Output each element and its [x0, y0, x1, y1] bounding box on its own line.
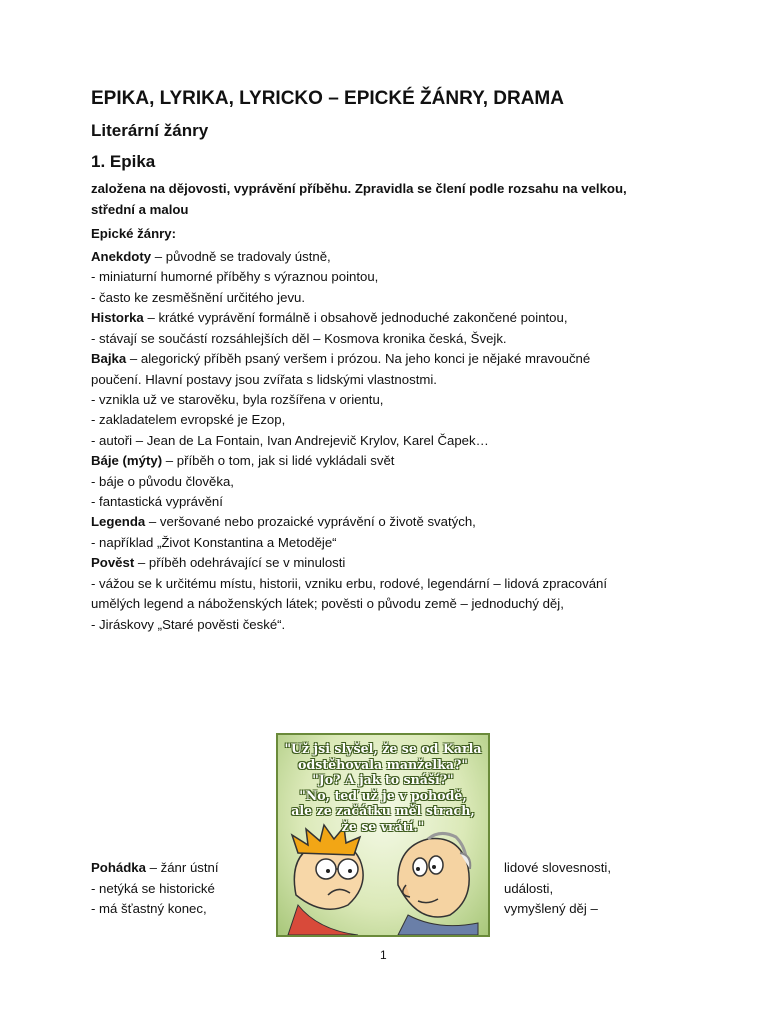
- caption-line: ale ze začátku měl strach,: [291, 803, 475, 818]
- caption-line: "Jo? A jak to snáší?": [312, 772, 454, 787]
- epic-genres-label: Epické žánry:: [91, 226, 177, 241]
- line-text: - Jiráskovy „Staré pověsti české“.: [91, 617, 286, 632]
- term: Legenda: [91, 514, 146, 529]
- line-text: - zakladatelem evropské je Ezop,: [91, 412, 286, 427]
- line-text: - vážou se k určitému místu, historii, vzniku erbu, rodové, legendární – lidová zpracování: [91, 576, 608, 591]
- line-text: - autoři – Jean de La Fontain, Ivan Andrejevič Krylov, Karel Čapek…: [91, 433, 489, 448]
- text-line: [91, 616, 285, 634]
- text-line: [91, 309, 568, 327]
- text-line: vymyšlený děj –: [504, 901, 598, 916]
- text-line: [91, 432, 489, 450]
- text-line: [91, 391, 383, 409]
- text-line: [91, 880, 215, 898]
- caption-line: že se vrátí.": [341, 818, 425, 834]
- line-text: - stávají se součástí rozsáhlejších děl – Kosmova kronika česká, Švejk.: [91, 331, 507, 346]
- subtitle-heading: Literární žánry: [91, 121, 209, 140]
- text-line: [91, 330, 507, 348]
- caption-line: "Už jsi slyšel, že se od Karla: [284, 741, 482, 756]
- line-text: - miniaturní humorné příběhy s výraznou pointou,: [91, 269, 379, 284]
- text-line: [91, 411, 285, 429]
- text-line: [91, 493, 223, 511]
- text-line: [91, 534, 337, 552]
- intro-line: střední a malou: [91, 202, 189, 217]
- term: Pohádka: [91, 860, 146, 875]
- line-text: poučení. Hlavní postavy jsou zvířata s lidskými vlastnostmi.: [91, 372, 437, 387]
- text-line: [91, 289, 305, 307]
- text-line: [91, 350, 590, 368]
- line-text: – příběh o tom, jak si lidé vykládali svět: [162, 453, 395, 468]
- line-text: – alegorický příběh psaný veršem i prózou. Na jeho konci je nějaké mravoučné: [126, 351, 591, 366]
- term: Bajka: [91, 351, 127, 366]
- cartoon-caption: [278, 741, 488, 834]
- text-line: [91, 268, 378, 286]
- text-line: [91, 859, 219, 877]
- young-man-figure: [288, 825, 363, 935]
- line-text: - báje o původu člověka,: [91, 474, 234, 489]
- line-text: - netýká se historické: [91, 881, 215, 896]
- line-text: – žánr ústní: [145, 860, 219, 875]
- text-line: [91, 595, 564, 613]
- text-line: [91, 554, 345, 572]
- text-line: události,: [504, 881, 554, 896]
- line-text: umělých legend a náboženských látek; pověsti o původu země – jednoduchý děj,: [91, 596, 564, 611]
- caption-line: "No, teď už je v pohodě,: [299, 787, 467, 803]
- term: Báje (mýty): [91, 453, 163, 468]
- caption-line: odstěhovala manželka?": [298, 756, 468, 772]
- intro-line: založena na dějovosti, vyprávění příběhu. Zpravidla se člení podle rozsahu na velkou,: [91, 181, 627, 196]
- line-text: - často ke zesměšnění určitého jevu.: [91, 290, 306, 305]
- line-text: – příběh odehrávající se v minulosti: [134, 555, 346, 570]
- line-text: - například „Život Konstantina a Metoděje“: [91, 535, 337, 550]
- term: Historka: [91, 310, 144, 325]
- text-line: [91, 473, 234, 491]
- section-heading: 1. Epika: [91, 152, 156, 171]
- document-title: EPIKA, LYRIKA, LYRICKO – EPICKÉ ŽÁNRY, DRAMA: [91, 88, 564, 109]
- line-text: – krátké vyprávění formálně i obsahově jednoduché zakončené pointou,: [143, 310, 568, 325]
- cartoon-image: [276, 733, 490, 937]
- page-number: 1: [380, 948, 387, 962]
- text-line: [91, 513, 476, 531]
- line-text: - vznikla už ve starověku, byla rozšířena v orientu,: [91, 392, 384, 407]
- old-man-figure: [398, 833, 478, 935]
- term: Anekdoty: [91, 249, 152, 264]
- term: Pověst: [91, 555, 135, 570]
- line-text: – veršované nebo prozaické vyprávění o životě svatých,: [145, 514, 476, 529]
- text-line: [91, 371, 437, 389]
- line-text: - má šťastný konec,: [91, 901, 207, 916]
- line-text: – původně se tradovaly ústně,: [151, 249, 331, 264]
- text-line: [91, 575, 607, 593]
- text-line: [91, 900, 207, 918]
- text-line: [91, 452, 394, 470]
- line-text: - fantastická vyprávění: [91, 494, 223, 509]
- text-line: lidové slovesnosti,: [504, 860, 612, 875]
- text-line: [91, 248, 331, 266]
